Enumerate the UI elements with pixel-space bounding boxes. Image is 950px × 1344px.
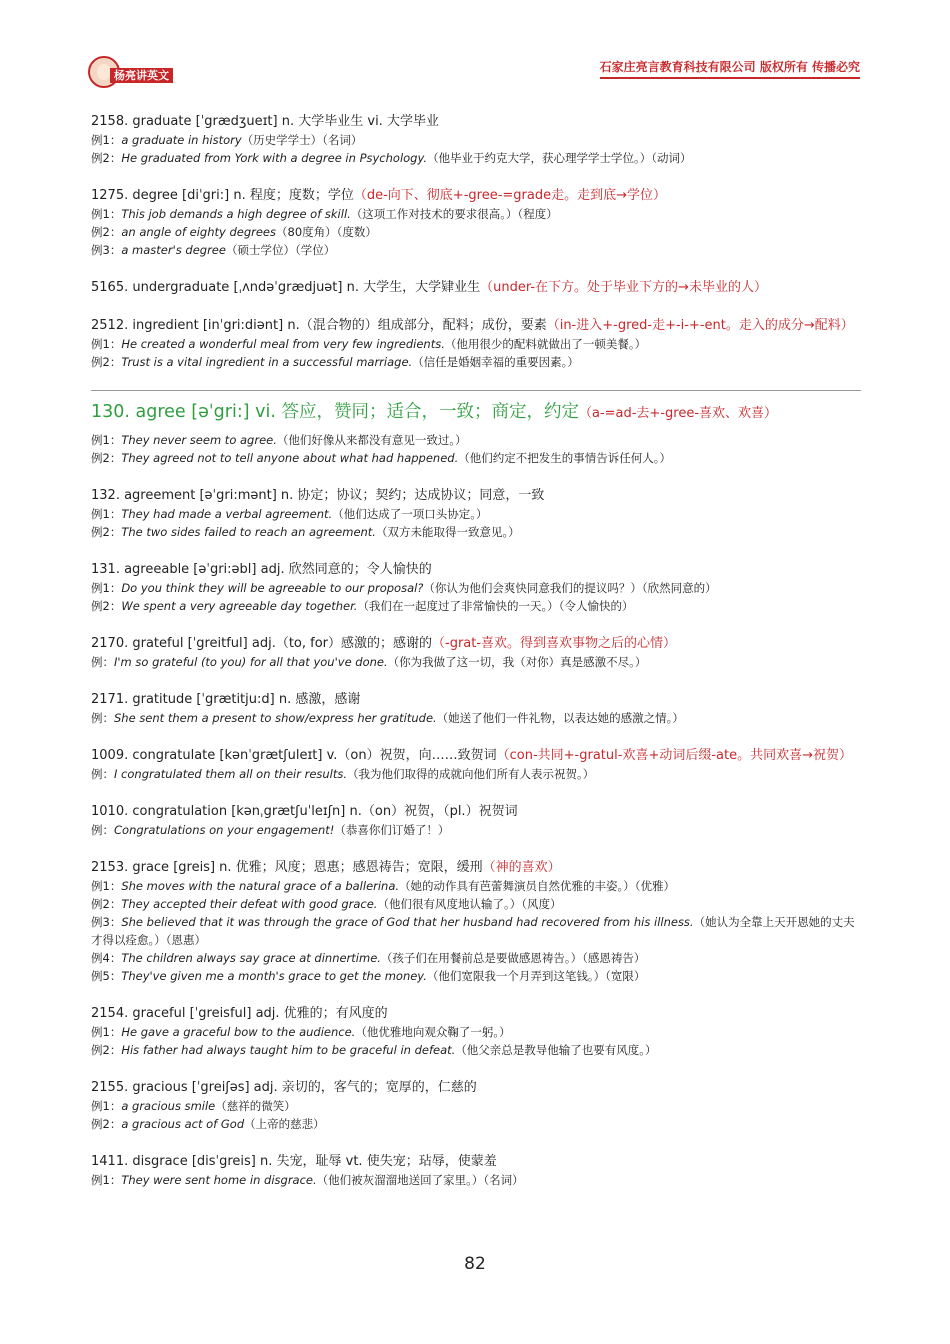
example-chinese: （他们好像从来都没有意见一致过。） bbox=[276, 433, 467, 447]
example-english: a gracious smile bbox=[121, 1099, 216, 1113]
word-entry bbox=[91, 690, 861, 727]
word-etymology: （in-进入+-gred-走+-i-+-ent。走入的成分→配料） bbox=[546, 318, 854, 333]
brand-logo bbox=[88, 56, 188, 90]
example-english: They had made a verbal agreement. bbox=[121, 507, 333, 521]
word-entry bbox=[91, 486, 861, 541]
example-chinese: （这项工作对技术的要求很高。）（程度） bbox=[350, 207, 558, 221]
example-line bbox=[91, 709, 861, 727]
word-head bbox=[91, 316, 861, 335]
example-label: 例2： bbox=[91, 451, 122, 465]
word-head bbox=[91, 112, 861, 131]
word-definition: 1275. degree [diˈgri:] n. 程度；度数；学位 bbox=[91, 188, 354, 203]
example-line bbox=[91, 1023, 861, 1041]
example-chinese: （你为我做了这一切，我（对你）真是感激不尽。） bbox=[387, 655, 647, 669]
example-label: 例2： bbox=[91, 599, 122, 613]
main-word-head bbox=[91, 399, 861, 427]
example-label: 例： bbox=[91, 767, 114, 781]
word-definition: 2171. gratitude [ˈgrætitju:d] n. 感激，感谢 bbox=[91, 692, 361, 707]
word-definition: 132. agreement [əˈgri:mənt] n. 协定；协议；契约；达成协议；同意，一致 bbox=[91, 488, 545, 503]
example-line bbox=[91, 877, 861, 895]
example-line bbox=[91, 1097, 861, 1115]
example-label: 例1： bbox=[91, 433, 122, 447]
example-english: Congratulations on your engagement! bbox=[114, 823, 335, 837]
example-chinese: （恭喜你们订婚了！） bbox=[334, 823, 450, 837]
example-chinese: （她送了他们一件礼物，以表达她的感激之情。） bbox=[436, 711, 684, 725]
main-word-entry bbox=[91, 399, 861, 467]
word-entry bbox=[91, 1078, 861, 1133]
example-label: 例1： bbox=[91, 337, 122, 351]
example-chinese: （他们达成了一项口头协定。） bbox=[332, 507, 488, 521]
page-number: 82 bbox=[464, 1254, 486, 1274]
example-label: 例1： bbox=[91, 1025, 122, 1039]
example-chinese: （他们约定不把发生的事情告诉任何人。） bbox=[458, 451, 671, 465]
example-english: I congratulated them all on their results. bbox=[114, 767, 348, 781]
example-line bbox=[91, 913, 861, 949]
example-label: 例1： bbox=[91, 879, 122, 893]
example-english: I'm so grateful (to you) for all that you've done. bbox=[114, 655, 388, 669]
example-label: 例1： bbox=[91, 207, 122, 221]
example-chinese: （他优雅地向观众鞠了一躬。） bbox=[355, 1025, 511, 1039]
word-entry bbox=[91, 634, 861, 671]
word-head bbox=[91, 278, 861, 297]
example-chinese: （你认为他们会爽快同意我们的提议吗？）（欣然同意的） bbox=[423, 581, 717, 595]
entry-group-2 bbox=[91, 486, 861, 1189]
example-line bbox=[91, 579, 861, 597]
example-chinese: （硕士学位）（学位） bbox=[225, 243, 336, 257]
example-english: His father had always taught him to be graceful in defeat. bbox=[121, 1043, 456, 1057]
word-entry bbox=[91, 186, 861, 259]
example-label: 例1： bbox=[91, 1099, 122, 1113]
example-chinese: （上帝的慈悲） bbox=[244, 1117, 325, 1131]
example-english: They never seem to agree. bbox=[121, 433, 277, 447]
example-chinese: （她的动作具有芭蕾舞演员自然优雅的丰姿。）（优雅） bbox=[399, 879, 676, 893]
word-definition: 2158. graduate [ˈgrædʒueɪt] n. 大学毕业生 vi. 大学毕业 bbox=[91, 114, 439, 129]
word-etymology: （-grat-喜欢。得到喜欢事物之后的心情） bbox=[432, 636, 677, 651]
example-english: They agreed not to tell anyone about what had happened. bbox=[121, 451, 459, 465]
example-english: He created a wonderful meal from very few ingredients. bbox=[121, 337, 445, 351]
example-chinese: （慈祥的微笑） bbox=[215, 1099, 296, 1113]
word-entry bbox=[91, 858, 861, 985]
example-line bbox=[91, 949, 861, 967]
example-line bbox=[91, 1115, 861, 1133]
word-head bbox=[91, 486, 861, 505]
example-english: They accepted their defeat with good grace. bbox=[121, 897, 378, 911]
word-head bbox=[91, 1004, 861, 1023]
example-label: 例2： bbox=[91, 897, 122, 911]
example-line bbox=[91, 653, 861, 671]
example-english: an angle of eighty degrees bbox=[121, 225, 276, 239]
example-label: 例2： bbox=[91, 355, 122, 369]
main-word-title: 130. agree [əˈgri:] vi. 答应，赞同；适合，一致；商定，约定 bbox=[91, 402, 579, 422]
example-line bbox=[91, 449, 861, 467]
word-entry bbox=[91, 316, 861, 371]
example-english: This job demands a high degree of skill. bbox=[121, 207, 351, 221]
example-english: She moves with the natural grace of a ballerina. bbox=[121, 879, 400, 893]
example-line bbox=[91, 765, 861, 783]
example-line bbox=[91, 1171, 861, 1189]
example-english: He gave a graceful bow to the audience. bbox=[121, 1025, 356, 1039]
word-definition: 2153. grace [greis] n. 优雅；风度；恩惠；感恩祷告；宽限，缓刑 bbox=[91, 860, 483, 875]
main-word-examples bbox=[91, 431, 861, 467]
word-head bbox=[91, 802, 861, 821]
example-line bbox=[91, 335, 861, 353]
example-english: They were sent home in disgrace. bbox=[121, 1173, 317, 1187]
word-entry bbox=[91, 1004, 861, 1059]
example-chinese: （他用很少的配料就做出了一顿美餐。） bbox=[444, 337, 647, 351]
word-head bbox=[91, 186, 861, 205]
example-english: He graduated from York with a degree in Psychology. bbox=[121, 151, 428, 165]
example-label: 例3： bbox=[91, 243, 122, 257]
example-line bbox=[91, 223, 861, 241]
example-chinese: （他毕业于约克大学，获心理学学士学位。）（动词） bbox=[427, 151, 692, 165]
example-english: a graduate in history bbox=[121, 133, 242, 147]
example-line bbox=[91, 821, 861, 839]
main-word-etymology: （a-=ad-去+-gree-喜欢、欢喜） bbox=[578, 406, 778, 421]
example-label: 例1： bbox=[91, 133, 122, 147]
example-english: The two sides failed to reach an agreement. bbox=[121, 525, 376, 539]
word-etymology: （神的喜欢） bbox=[482, 860, 561, 875]
word-definition: 1411. disgrace [disˈgreis] n. 失宠，耻辱 vt. 使失宠；玷辱，使蒙羞 bbox=[91, 1154, 497, 1169]
word-head bbox=[91, 560, 861, 579]
section-divider bbox=[91, 390, 861, 391]
example-chinese: （我们在一起度过了非常愉快的一天。）（令人愉快的） bbox=[357, 599, 634, 613]
word-definition: 5165. undergraduate [ˌʌndəˈgrædjuət] n. 大学生，大学肄业生 bbox=[91, 280, 481, 295]
word-entry bbox=[91, 746, 861, 783]
example-line bbox=[91, 597, 861, 615]
word-definition: 2512. ingredient [inˈgri:diənt] n.（混合物的）组成部分，配料；成份，要素 bbox=[91, 318, 547, 333]
example-label: 例： bbox=[91, 823, 114, 837]
example-english: We spent a very agreeable day together. bbox=[121, 599, 358, 613]
word-entry bbox=[91, 1152, 861, 1189]
example-chinese: （他们很有风度地认输了。）（风度） bbox=[377, 897, 562, 911]
example-line bbox=[91, 505, 861, 523]
word-definition: 1009. congratulate [kənˈgrætʃuleɪt] v.（on）祝贺，向……致贺词 bbox=[91, 748, 497, 763]
example-label: 例2： bbox=[91, 225, 122, 239]
example-chinese: （80度角）（度数） bbox=[276, 225, 377, 239]
logo-text: 杨亮讲英文 bbox=[110, 68, 173, 83]
word-definition: 2170. grateful [ˈgreitful] adj.（to, for）感激的；感谢的 bbox=[91, 636, 433, 651]
example-chinese: （我为他们取得的成就向他们所有人表示祝贺。） bbox=[347, 767, 595, 781]
example-label: 例4： bbox=[91, 951, 122, 965]
word-definition: 2155. gracious [ˈgreiʃəs] adj. 亲切的，客气的；宽厚的，仁慈的 bbox=[91, 1080, 477, 1095]
word-head bbox=[91, 746, 861, 765]
example-chinese: （他们被灰溜溜地送回了家里。）（名词） bbox=[316, 1173, 524, 1187]
example-chinese: （历史学学士）（名词） bbox=[241, 133, 363, 147]
word-definition: 1010. congratulation [kənˌgrætʃuˈleɪʃn] n.（on）祝贺，（pl.）祝贺词 bbox=[91, 804, 518, 819]
example-chinese: （他们宽限我一个月弄到这笔钱。）（宽限） bbox=[426, 969, 646, 983]
word-entry bbox=[91, 560, 861, 615]
example-english: The children always say grace at dinnertime. bbox=[121, 951, 381, 965]
example-label: 例3： bbox=[91, 915, 122, 929]
example-line bbox=[91, 241, 861, 259]
example-label: 例1： bbox=[91, 581, 122, 595]
word-etymology: （de-向下、彻底+-gree-=grade走。走到底→学位） bbox=[353, 188, 666, 203]
example-label: 例2： bbox=[91, 1043, 122, 1057]
example-line bbox=[91, 353, 861, 371]
word-entry bbox=[91, 278, 861, 297]
word-head bbox=[91, 690, 861, 709]
example-line bbox=[91, 431, 861, 449]
example-line bbox=[91, 131, 861, 149]
example-line bbox=[91, 1041, 861, 1059]
example-english: She believed that it was through the grace of God that her husband had recovered from his illness. bbox=[121, 915, 694, 929]
example-chinese: （她认为全靠上天开恩她的丈夫才得以痊愈。）（恩惠） bbox=[91, 915, 855, 947]
example-label: 例： bbox=[91, 711, 114, 725]
example-chinese: （孩子们在用餐前总是要做感恩祷告。）（感恩祷告） bbox=[380, 951, 646, 965]
example-english: Do you think they will be agreeable to our proposal? bbox=[121, 581, 424, 595]
example-line bbox=[91, 523, 861, 541]
example-label: 例2： bbox=[91, 1117, 122, 1131]
example-line bbox=[91, 967, 861, 985]
example-english: a master's degree bbox=[121, 243, 226, 257]
example-label: 例5： bbox=[91, 969, 122, 983]
word-etymology: （under-在下方。处于毕业下方的→未毕业的人） bbox=[480, 280, 767, 295]
example-label: 例2： bbox=[91, 525, 122, 539]
example-label: 例1： bbox=[91, 1173, 122, 1187]
word-definition: 131. agreeable [əˈgri:əbl] adj. 欣然同意的；令人愉快的 bbox=[91, 562, 432, 577]
example-label: 例2： bbox=[91, 151, 122, 165]
word-entry bbox=[91, 112, 861, 167]
word-head bbox=[91, 858, 861, 877]
word-head bbox=[91, 634, 861, 653]
word-head bbox=[91, 1078, 861, 1097]
word-definition: 2154. graceful [ˈgreisful] adj. 优雅的；有风度的 bbox=[91, 1006, 388, 1021]
example-english: a gracious act of God bbox=[121, 1117, 245, 1131]
example-chinese: （双方未能取得一致意见。） bbox=[375, 525, 520, 539]
example-chinese: （他父亲总是教导他输了也要有风度。） bbox=[455, 1043, 657, 1057]
word-etymology: （con-共同+-gratul-欢喜+动词后缀-ate。共同欢喜→祝贺） bbox=[496, 748, 852, 763]
example-chinese: （信任是婚姻幸福的重要因素。） bbox=[412, 355, 579, 369]
entry-group-1 bbox=[91, 112, 861, 371]
word-head bbox=[91, 1152, 861, 1171]
example-english: They've given me a month's grace to get the money. bbox=[121, 969, 427, 983]
page-header bbox=[0, 0, 950, 100]
example-label: 例： bbox=[91, 655, 114, 669]
example-line bbox=[91, 895, 861, 913]
vocabulary-content bbox=[91, 112, 861, 1208]
company-copyright: 石家庄亮言教育科技有限公司 版权所有 传播必究 bbox=[600, 58, 860, 79]
example-label: 例1： bbox=[91, 507, 122, 521]
example-english: Trust is a vital ingredient in a successful marriage. bbox=[121, 355, 413, 369]
word-entry bbox=[91, 802, 861, 839]
example-line bbox=[91, 149, 861, 167]
example-english: She sent them a present to show/express her gratitude. bbox=[114, 711, 437, 725]
example-line bbox=[91, 205, 861, 223]
